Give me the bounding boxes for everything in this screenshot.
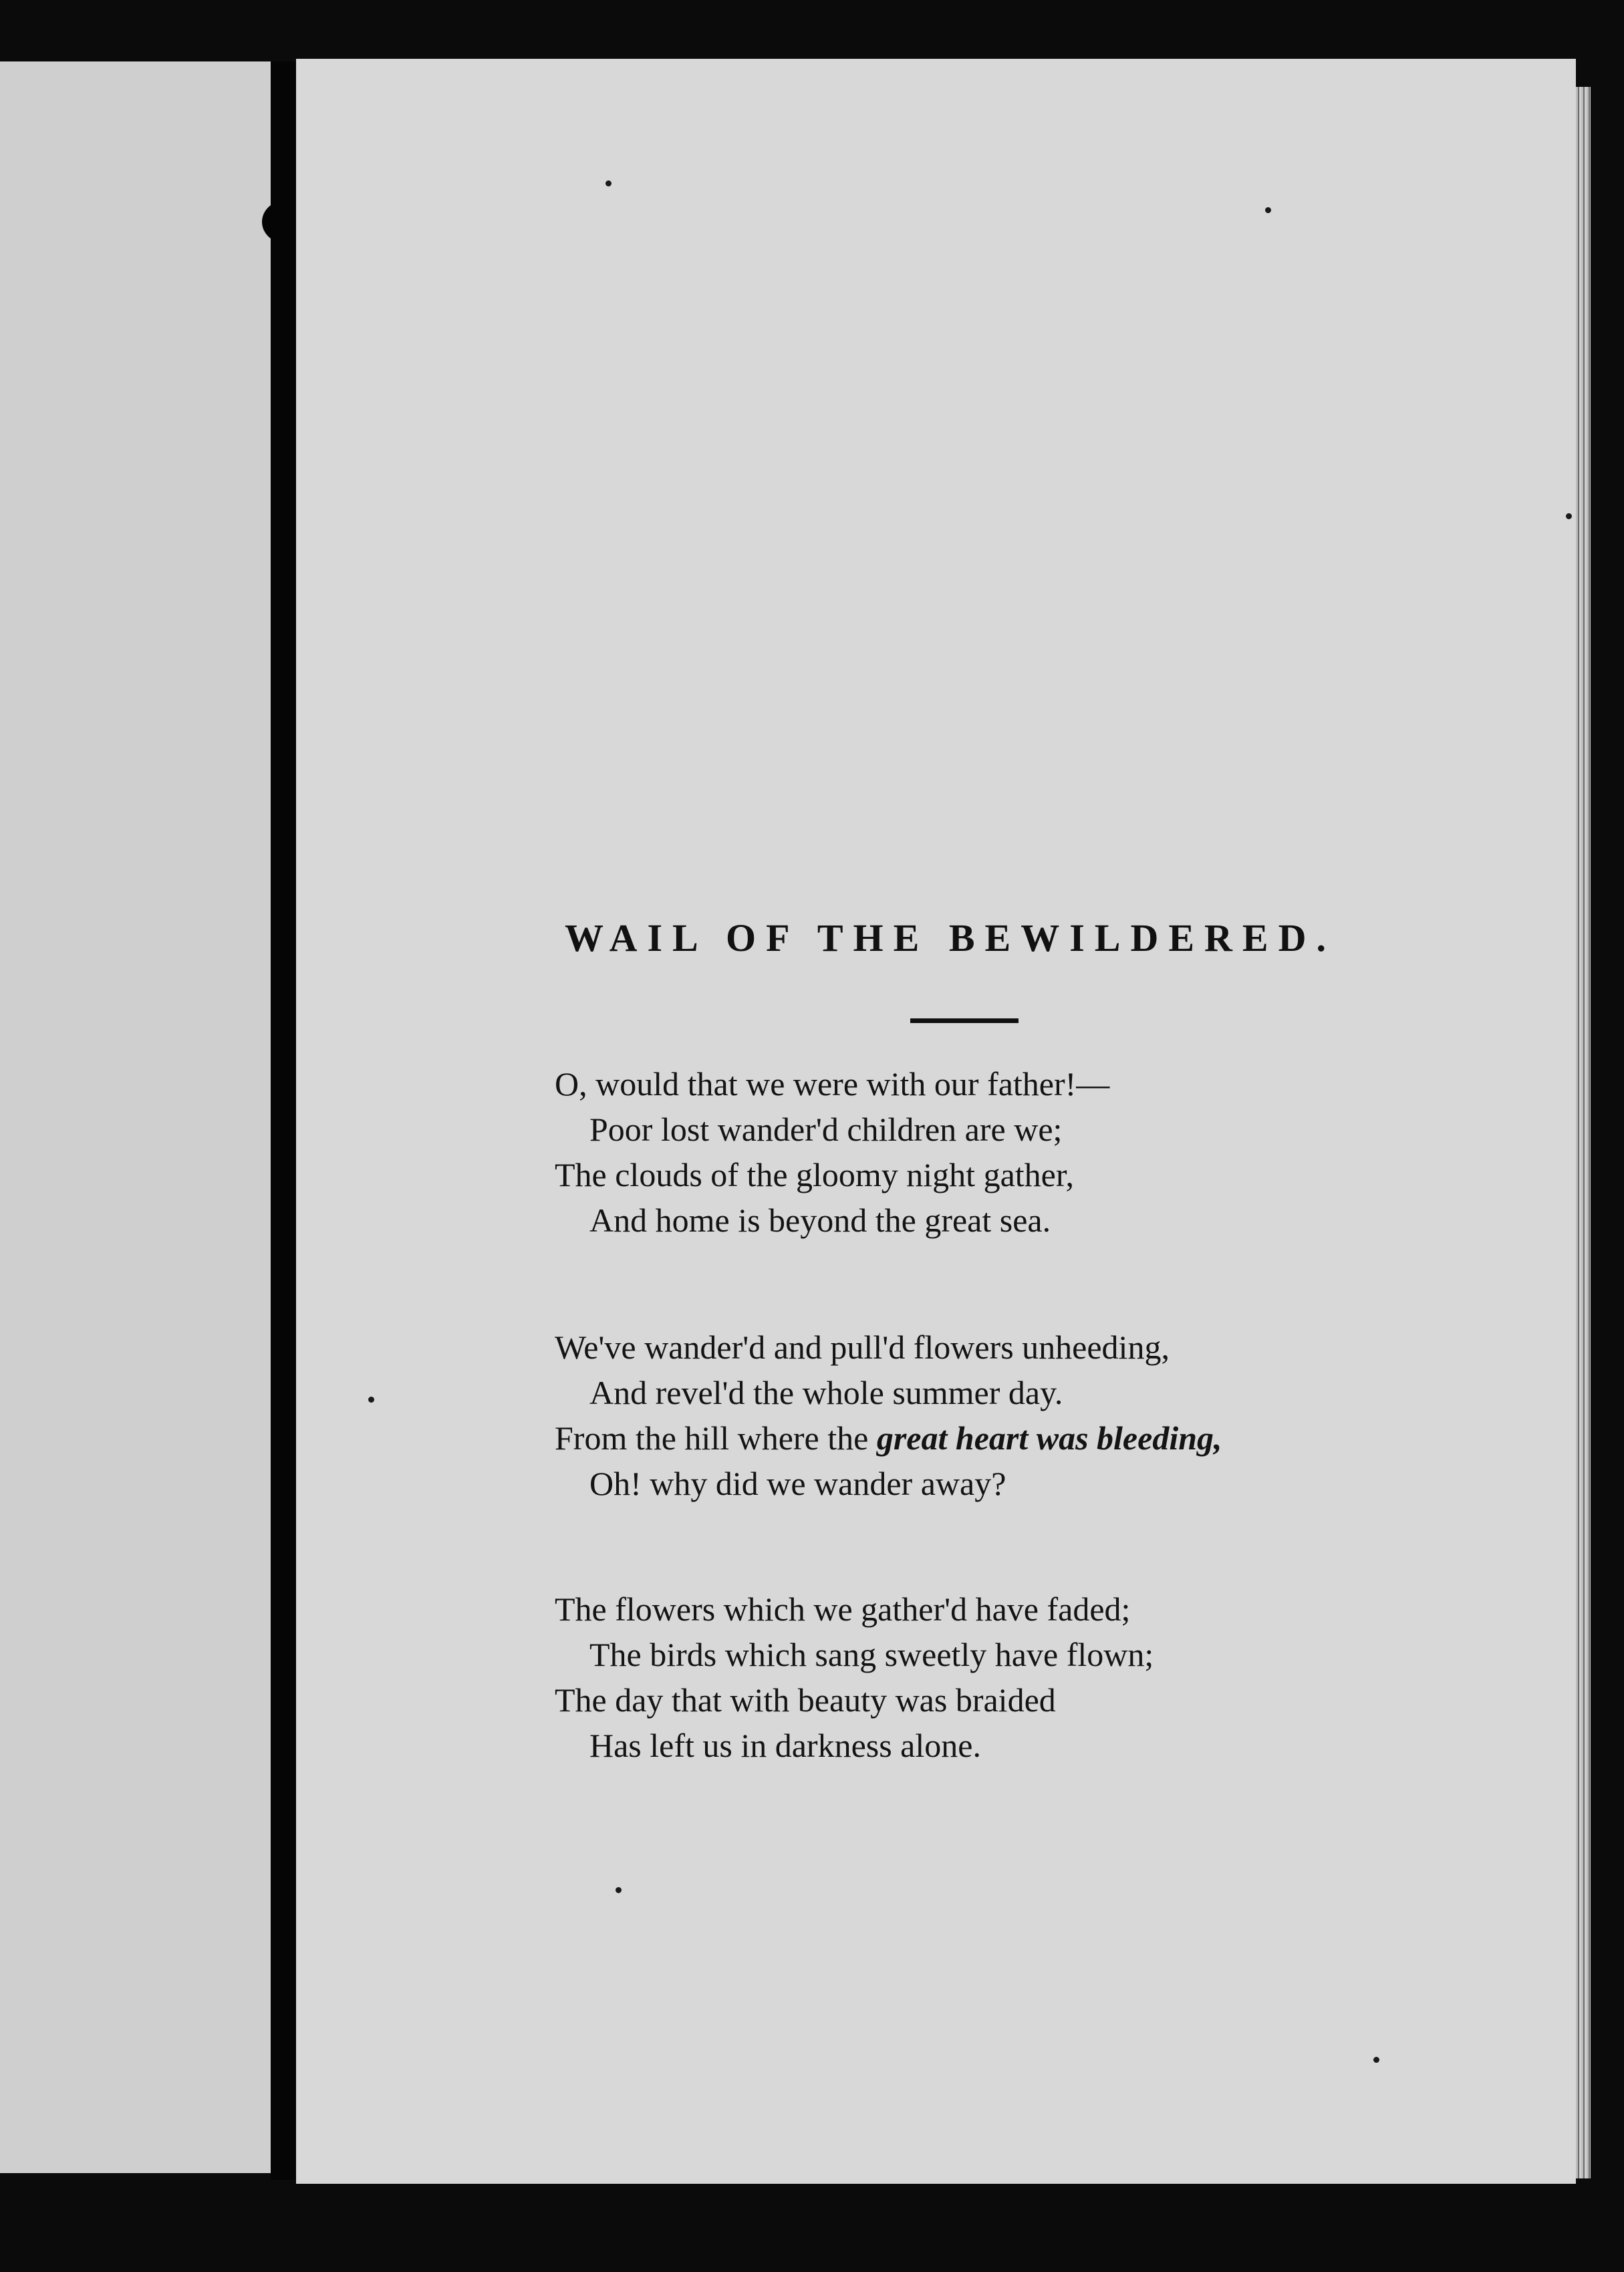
book-gutter xyxy=(271,61,296,2180)
verse-line: The day that with beauty was braided xyxy=(555,1681,1056,1719)
verse-line-text: From the hill where the xyxy=(555,1419,877,1457)
verse-line: O, would that we were with our father!— xyxy=(555,1065,1110,1103)
stanza-2 xyxy=(555,1324,1424,1506)
verse-line: The birds which sang sweetly have flown; xyxy=(589,1636,1154,1673)
stanza-1 xyxy=(555,1061,1424,1243)
poem-title: WAIL OF THE BEWILDERED. xyxy=(565,916,1336,960)
ink-speck xyxy=(1566,513,1572,519)
verse-line: And revel'd the whole summer day. xyxy=(589,1374,1063,1411)
verse-line: Poor lost wander'd children are we; xyxy=(589,1111,1063,1148)
ink-speck xyxy=(1373,2057,1379,2063)
left-page-fragment xyxy=(0,61,271,2173)
verse-line: We've wander'd and pull'd flowers unheeding, xyxy=(555,1328,1170,1366)
italic-emphasis: great heart was bleeding, xyxy=(876,1419,1222,1457)
verse-line: The flowers which we gather'd have faded; xyxy=(555,1590,1131,1628)
verse-line: Has left us in darkness alone. xyxy=(589,1727,981,1764)
ink-speck xyxy=(605,180,612,186)
ink-speck xyxy=(616,1887,622,1893)
page-edge xyxy=(1576,87,1591,2178)
ink-speck xyxy=(368,1397,374,1403)
verse-line: And home is beyond the great sea. xyxy=(589,1201,1051,1239)
verse-line: The clouds of the gloomy night gather, xyxy=(555,1156,1075,1193)
stanza-3 xyxy=(555,1586,1424,1768)
verse-line: Oh! why did we wander away? xyxy=(589,1465,1006,1502)
ink-speck xyxy=(1265,207,1271,213)
title-rule xyxy=(910,1018,1019,1023)
verse-line xyxy=(555,1415,1424,1461)
